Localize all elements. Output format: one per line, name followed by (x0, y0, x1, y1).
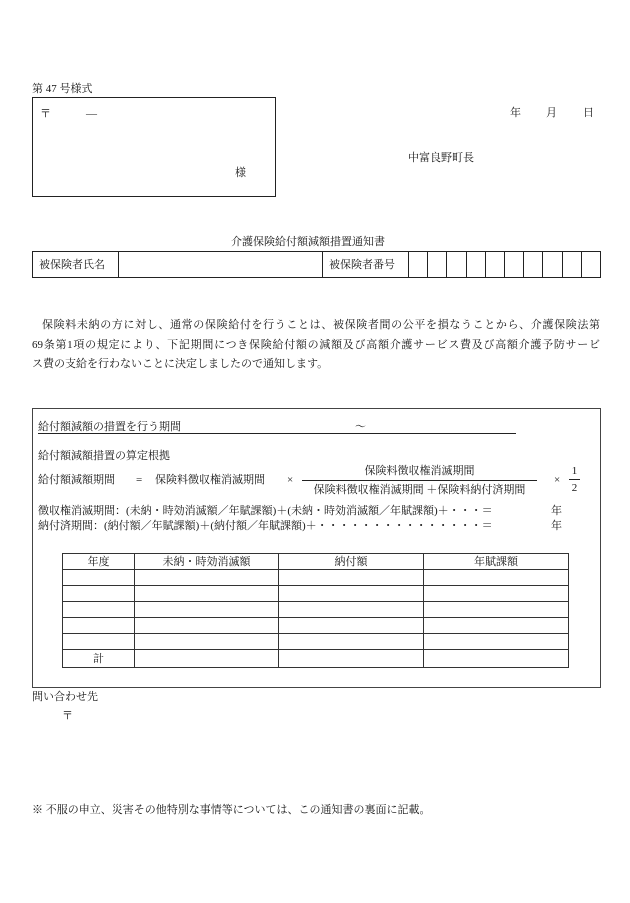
table-cell (135, 618, 279, 634)
table-cell (63, 634, 135, 650)
table-cell (63, 618, 135, 634)
breakdown-paid-period: 納付済期間：(納付額／年賦課額)＋(納付額／年賦課額)＋・・・・・・・・・・・・・・・＝ (38, 520, 493, 532)
table-cell (279, 602, 424, 618)
table-cell (279, 586, 424, 602)
insured-number-digit (447, 252, 466, 278)
reduction-period-separator: ～ (355, 421, 366, 433)
table-cell (279, 618, 424, 634)
insured-number-digit (562, 252, 581, 278)
ratio-bar (569, 479, 580, 480)
table-row (63, 602, 569, 618)
table-row (63, 570, 569, 586)
issuer: 中富良野町長 (408, 152, 474, 164)
formula-ratio (569, 465, 580, 495)
date-month: 月 (546, 107, 557, 119)
reduction-period-underline (38, 433, 516, 434)
table-cell (63, 570, 135, 586)
date-year: 年 (510, 107, 521, 119)
table-cell (135, 602, 279, 618)
formula-fraction (302, 464, 537, 497)
document-title: 介護保険給付額減額措置通知書 (231, 236, 385, 248)
notice-body-line: 69条第1項の規定により、下記期間につき保険給付額の減額及び高額介護サービス費及び高額介護予防サービ (32, 338, 600, 351)
postal-code-dash: — (86, 108, 97, 120)
formula-factor: 保険料徴収権消滅期間 (155, 474, 265, 486)
notice-body-line: ス費の支給を行わないことに決定しましたので通知します。 (32, 358, 329, 370)
table-header-row (63, 554, 569, 570)
fraction-numerator: 保険料徴収権消滅期間 (364, 465, 475, 477)
insured-number-digit (409, 252, 428, 278)
contact-label: 問い合わせ先 (32, 691, 98, 703)
table-cell (424, 602, 569, 618)
basis-heading: 給付額減額措置の算定根拠 (38, 450, 170, 462)
table-row (63, 586, 569, 602)
postal-mark: 〒 (40, 108, 51, 120)
table-cell (424, 570, 569, 586)
form-number: 第 47 号様式 (32, 83, 93, 95)
table-cell (279, 570, 424, 586)
date-day: 日 (583, 107, 594, 119)
fraction-bar (302, 480, 537, 481)
insured-table (32, 251, 601, 278)
insured-number-digit (428, 252, 447, 278)
table-row (63, 634, 569, 650)
insured-number-label: 被保険者番号 (323, 252, 409, 278)
breakdown-unit: 年 (551, 520, 562, 532)
calculation-table (62, 553, 569, 668)
table-total-row (63, 650, 569, 668)
address-box (32, 97, 276, 197)
column-header: 未納・時効消滅額 (135, 554, 279, 570)
table-cell (63, 602, 135, 618)
formula-times-2: × (554, 474, 561, 486)
honorific-sama: 様 (235, 167, 246, 179)
notice-body (32, 316, 600, 375)
insured-number-digit (504, 252, 523, 278)
fraction-denominator: 保険料徴収権消滅期間 ＋保険料納付済期間 (313, 484, 526, 496)
ratio-numerator: 1 (571, 465, 578, 477)
table-cell (279, 650, 424, 668)
reduction-period-label: 給付額減額の措置を行う期間 (38, 421, 181, 433)
insured-number-digit (524, 252, 543, 278)
contact-postal-mark: 〒 (62, 710, 73, 722)
ratio-denominator: 2 (571, 482, 578, 494)
notice-body-line: 保険料未納の方に対し、通常の保険給付を行うことは、被保険者間の公平を損なうことから、介護保険法第 (42, 319, 600, 331)
formula-result: 給付額減額期間 (38, 474, 115, 486)
table-cell (135, 650, 279, 668)
column-header: 納付額 (279, 554, 424, 570)
insured-number-digit (485, 252, 504, 278)
insured-number-digit (581, 252, 600, 278)
reduction-detail-box (32, 408, 601, 688)
table-cell (424, 650, 569, 668)
table-cell (135, 634, 279, 650)
table-cell (279, 634, 424, 650)
insured-number-digit (466, 252, 485, 278)
formula-times: × (287, 474, 294, 486)
table-row (63, 618, 569, 634)
insured-name-label: 被保険者氏名 (33, 252, 119, 278)
insured-number-digit (543, 252, 562, 278)
breakdown-collection-lapse: 徴収権消滅期間：(未納・時効消滅額／年賦課額)＋(未納・時効消滅額／年賦課額)＋・・・＝ (38, 505, 493, 517)
table-cell (63, 586, 135, 602)
formula-equals: = (136, 474, 143, 486)
column-header: 年度 (63, 554, 135, 570)
table-cell (135, 570, 279, 586)
total-label: 計 (63, 650, 135, 668)
breakdown-unit: 年 (551, 505, 562, 517)
column-header: 年賦課額 (424, 554, 569, 570)
footnote: ※ 不服の申立、災害その他特別な事情等については、この通知書の裏面に記載。 (32, 804, 431, 816)
table-cell (424, 586, 569, 602)
table-cell (135, 586, 279, 602)
table-cell (424, 634, 569, 650)
insured-name-value (119, 252, 323, 278)
table-cell (424, 618, 569, 634)
